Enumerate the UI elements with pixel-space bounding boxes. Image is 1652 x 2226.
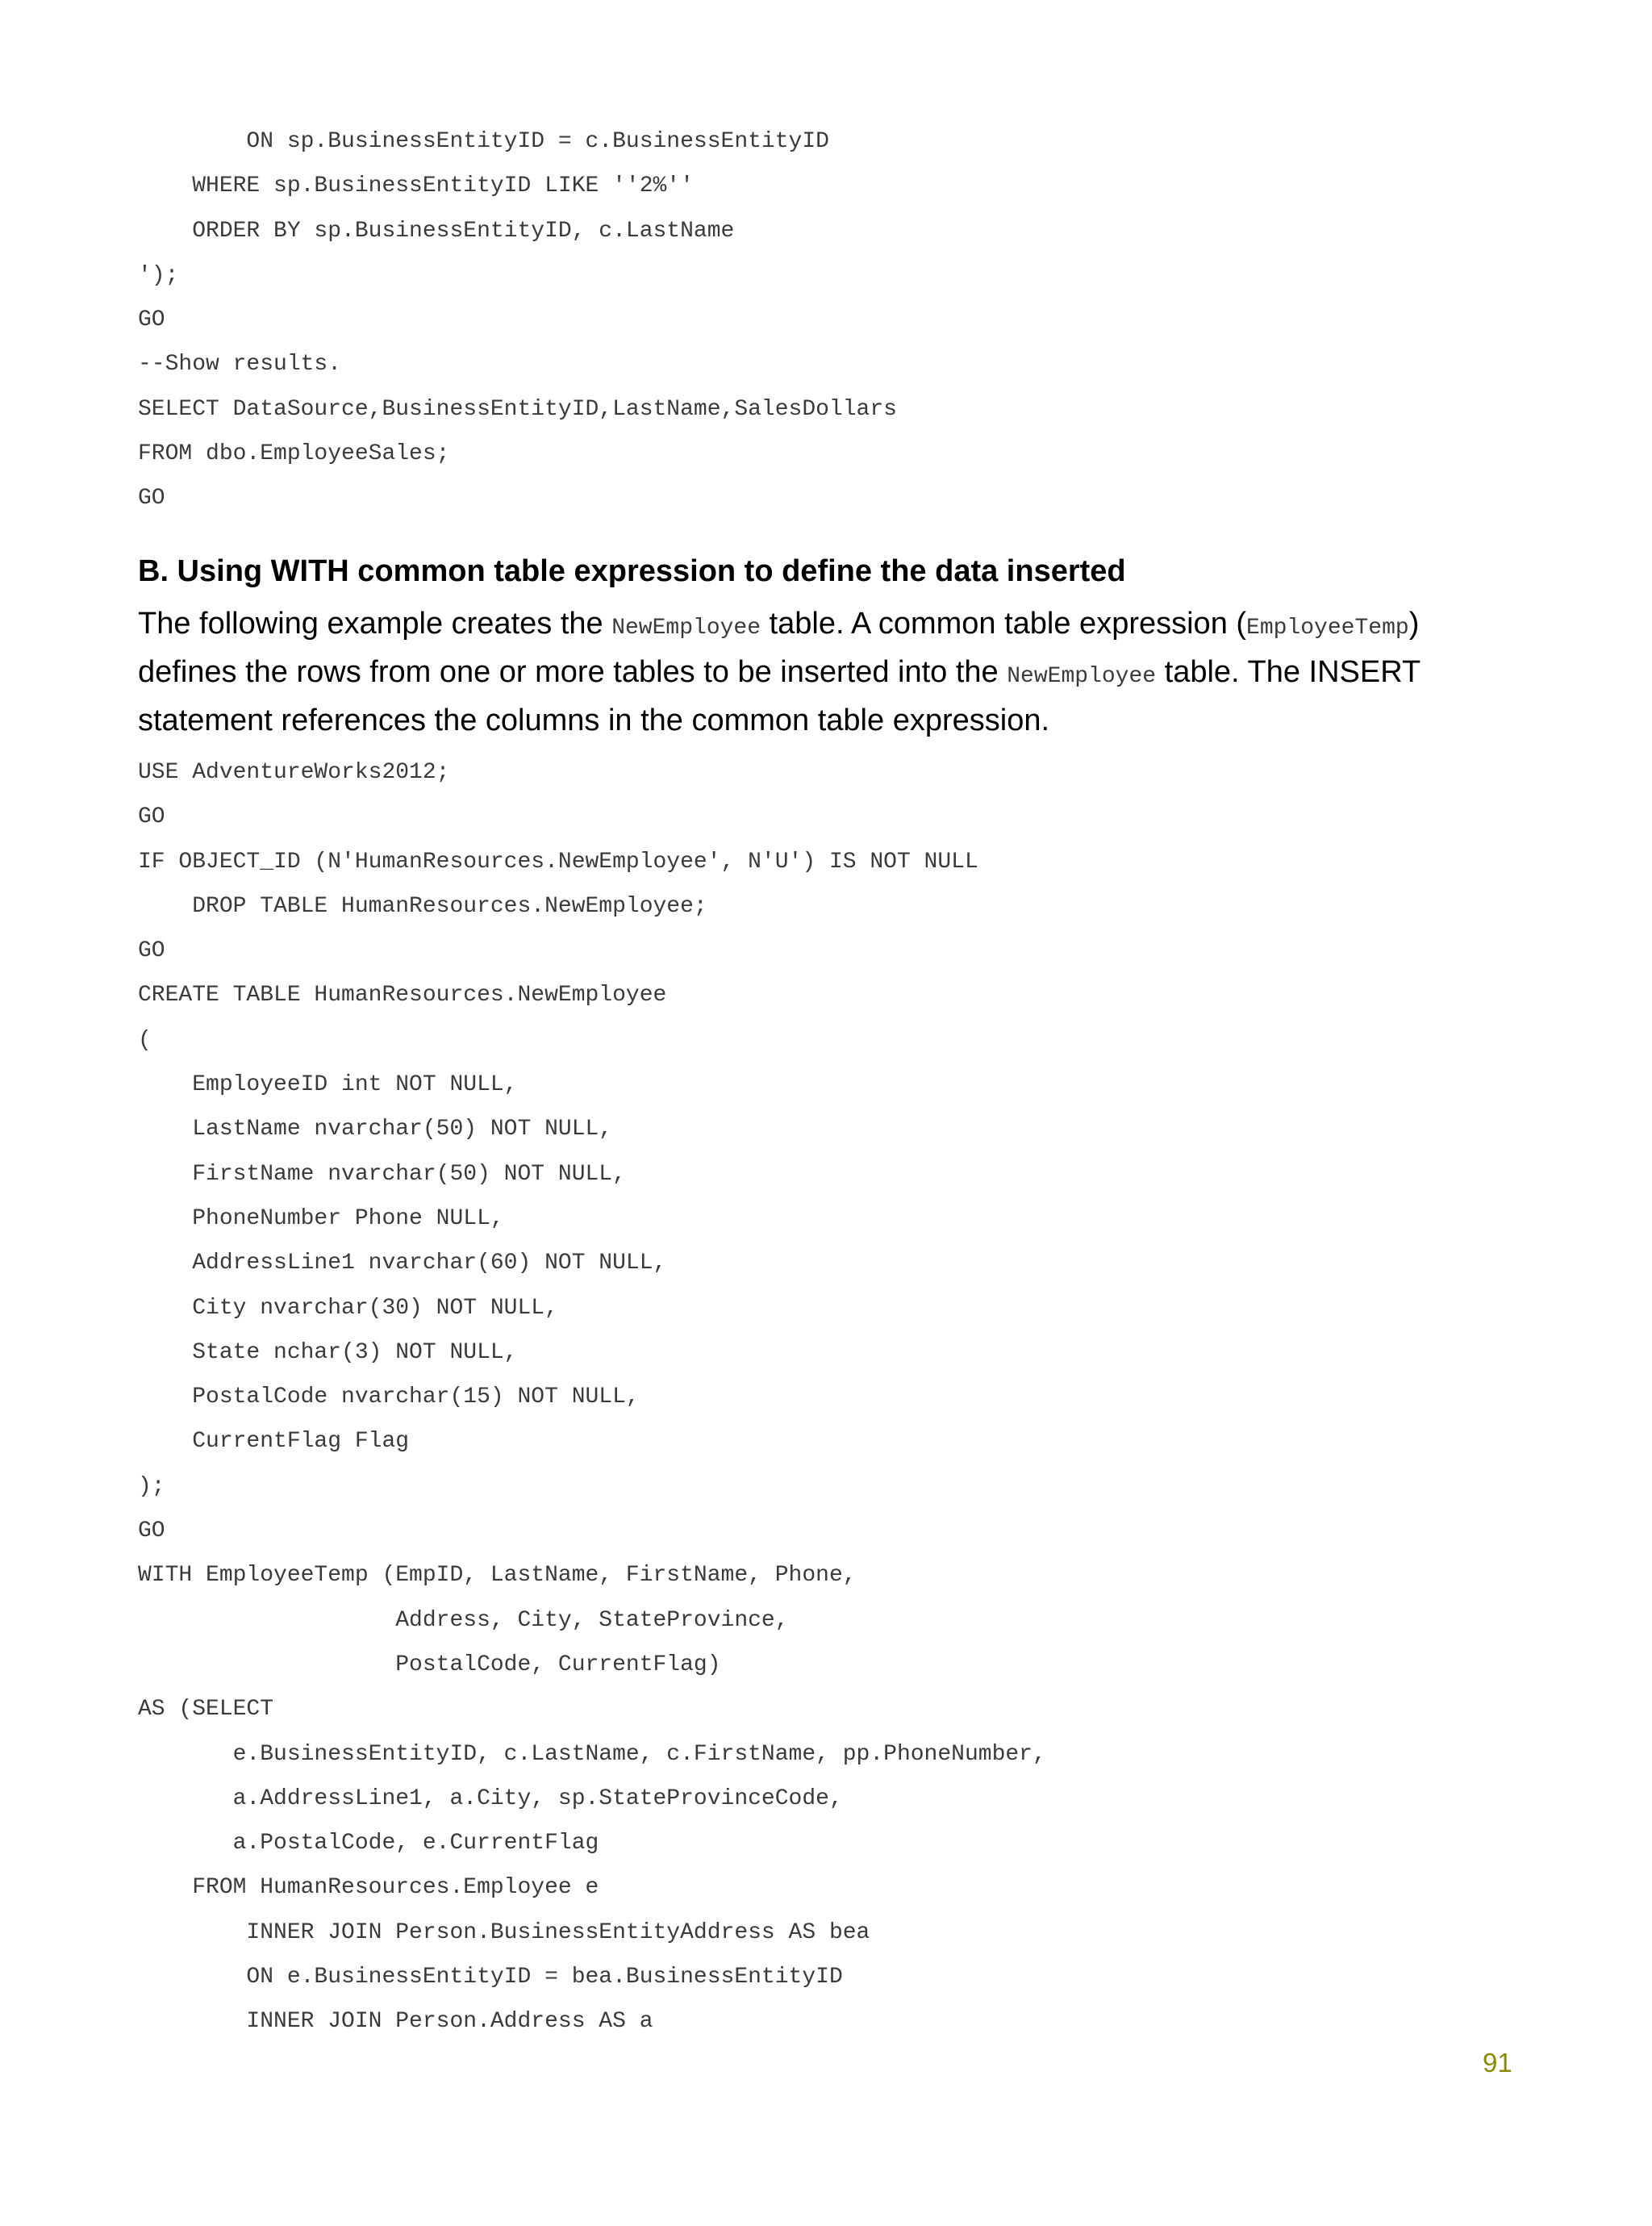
section-heading: B. Using WITH common table expression to define the data inserted <box>138 554 1126 588</box>
code-line: PostalCode, CurrentFlag) <box>138 1652 721 1677</box>
code-line: CurrentFlag Flag <box>138 1429 410 1455</box>
code-line: EmployeeID int NOT NULL, <box>138 1072 518 1098</box>
code-line: Address, City, StateProvince, <box>138 1607 789 1633</box>
code-line: a.AddressLine1, a.City, sp.StateProvinceCode, <box>138 1785 843 1811</box>
code-line: FROM dbo.EmployeeSales; <box>138 441 450 467</box>
code-line: WITH EmployeeTemp (EmpID, LastName, FirstName, Phone, <box>138 1563 857 1589</box>
code-line: GO <box>138 1518 165 1544</box>
code-line: ( <box>138 1027 152 1053</box>
code-line: DROP TABLE HumanResources.NewEmployee; <box>138 893 707 919</box>
code-line: PostalCode nvarchar(15) NOT NULL, <box>138 1384 640 1410</box>
code-line: INNER JOIN Person.BusinessEntityAddress AS bea <box>138 1919 870 1945</box>
inline-code-newemployee: NewEmployee <box>1007 664 1157 689</box>
code-line: ON e.BusinessEntityID = bea.BusinessEntityID <box>138 1965 843 1990</box>
code-line: GO <box>138 938 165 964</box>
code-line: PhoneNumber Phone NULL, <box>138 1205 504 1231</box>
page-number: 91 <box>1483 2048 1512 2078</box>
code-line: FROM HumanResources.Employee e <box>138 1875 599 1901</box>
code-line: INNER JOIN Person.Address AS a <box>138 2009 653 2035</box>
code-line: ORDER BY sp.BusinessEntityID, c.LastName <box>138 218 735 244</box>
code-line: '); <box>138 262 179 288</box>
code-line: SELECT DataSource,BusinessEntityID,LastName,SalesDollars <box>138 396 897 422</box>
paragraph-text: ) defines the rows from one or more tables to be inserted into the <box>138 607 1420 689</box>
code-line: LastName nvarchar(50) NOT NULL, <box>138 1117 613 1142</box>
code-line: GO <box>138 804 165 830</box>
code-line: USE AdventureWorks2012; <box>138 760 450 785</box>
code-line: WHERE sp.BusinessEntityID LIKE ''2%'' <box>138 173 694 199</box>
code-line: ON sp.BusinessEntityID = c.BusinessEntityID <box>138 129 829 154</box>
paragraph-text: table. A common table expression ( <box>761 607 1247 641</box>
code-line: IF OBJECT_ID (N'HumanResources.NewEmployee', N'U') IS NOT NULL <box>138 849 978 875</box>
code-block-example <box>138 750 1550 2044</box>
code-line: --Show results. <box>138 352 342 378</box>
code-line: AddressLine1 nvarchar(60) NOT NULL, <box>138 1251 667 1276</box>
code-line: GO <box>138 486 165 512</box>
paragraph-text: table. The INSERT statement references the columns in the common table expression. <box>138 655 1420 737</box>
code-line: ); <box>138 1473 165 1499</box>
code-line: GO <box>138 307 165 333</box>
code-line: CREATE TABLE HumanResources.NewEmployee <box>138 983 667 1009</box>
inline-code-newemployee: NewEmployee <box>611 616 761 641</box>
code-line: e.BusinessEntityID, c.LastName, c.FirstName, pp.PhoneNumber, <box>138 1741 1046 1767</box>
code-line: FirstName nvarchar(50) NOT NULL, <box>138 1161 626 1187</box>
code-line: AS (SELECT <box>138 1697 274 1723</box>
code-line: a.PostalCode, e.CurrentFlag <box>138 1831 599 1856</box>
inline-code-employeetemp: EmployeeTemp <box>1246 616 1409 641</box>
section-description <box>138 602 1525 743</box>
code-line: City nvarchar(30) NOT NULL, <box>138 1295 558 1321</box>
paragraph-text: The following example creates the <box>138 607 612 641</box>
code-line: State nchar(3) NOT NULL, <box>138 1339 518 1365</box>
code-block-continued <box>138 119 1550 521</box>
